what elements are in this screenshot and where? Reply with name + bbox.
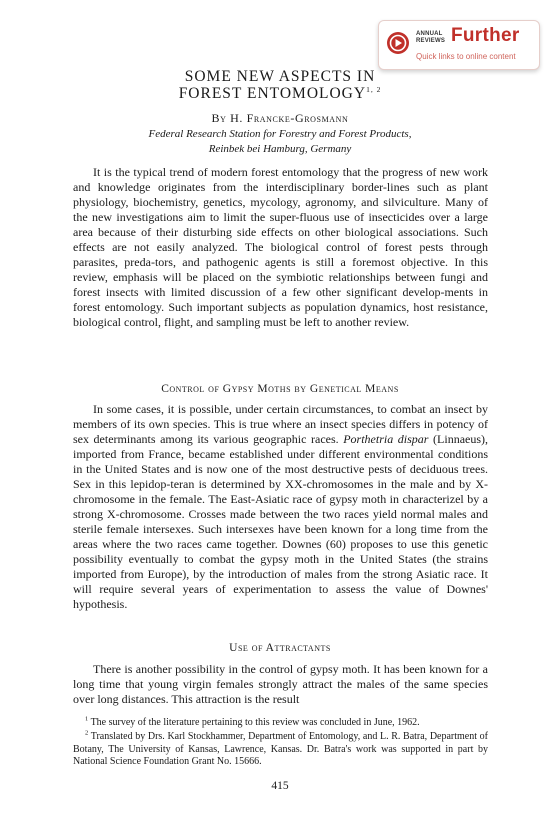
article-title-line-1: SOME NEW ASPECTS IN bbox=[184, 68, 376, 85]
species-name: Porthetria dispar bbox=[343, 432, 429, 446]
affiliation-line-2: Reinbek bei Hamburg, Germany bbox=[208, 143, 352, 155]
badge-publisher-name: ANNUAL REVIEWS bbox=[416, 31, 446, 44]
intro-paragraph: It is the typical trend of modern forest entomology that the progress of new work and knowledge originates from the interdisciplinary border-lines such as plant physiology, biochemistry, genetics, mycology, agronomy, and silviculture. Many of the new investigations aim to limit the super-fluous use of insecticides over a large area because of their disturbing side effects on other biological associations. Such effects are not easily analyzed. The biological control of forest pests through parasites, preda-tors, and pathogenic agents is still a foremost objective. In this review, emphasis will be placed on the symbiotic relationships between fungi and forest insects with limited discussion of a few other significant develop-ments in forest entomology. Such important subjects as population dynamics, host resistance, biological control, flight, and sampling must be left to another review. bbox=[73, 165, 488, 329]
section-gypsy-moths-paragraph: In some cases, it is possible, under certain circumstances, to combat an insect by members of its own species. This is true where an insect species differs in potency of sex determinants among its various geographic races. Porthetria dispar (Linnaeus), imported from France, became established under different environmental conditions in the United States and is now one of the most destructive pests of deciduous trees. Sex in this lepidop-teran is determined by XX-chromosomes in the male and by X-chromosome in the female. The East-Asiatic race of gypsy moth in characterizel by a strong X-chromosome. Crosses made between the two races yield normal males and sterile female intersexes. Such intersexes have been known for a long time from the areas where the two races came together. Downes (60) proposes to use this genetic possibility eventually to combat the gypsy moth in the United States (the strains imported from Europe), by the introduction of males from the strong Asiatic race. It will require several years of experimentation to assess the value of Downes' hypothesis. bbox=[73, 402, 489, 611]
section-heading-attractants: Use of Attractants bbox=[229, 642, 331, 654]
title-footnote-marks: 1, 2 bbox=[366, 84, 382, 94]
affiliation-line-1: Federal Research Station for Forestry and Forest Products, bbox=[148, 128, 412, 140]
further-badge[interactable] bbox=[378, 20, 540, 70]
section-attractants-paragraph: There is another possibility in the control of gypsy moth. It has been known for a long time that young virgin females strongly attract the males of the same species over long distances. This attraction is the result bbox=[73, 662, 488, 706]
footnote-1: $^1$ The survey of the literature pertaining to this review was concluded in June, 1962. bbox=[85, 715, 420, 728]
badge-subtitle: Quick links to online content bbox=[416, 52, 516, 61]
page-number: 415 bbox=[271, 780, 289, 792]
article-title-line-2: FOREST ENTOMOLOGY$^{1, 2}$ bbox=[178, 84, 382, 102]
annual-reviews-logo-icon bbox=[386, 31, 410, 55]
badge-further-label: Further bbox=[451, 25, 520, 46]
article-author: By H. Francke-Grosmann bbox=[211, 111, 349, 125]
section-heading-gypsy-moths: Control of Gypsy Moths by Genetical Means bbox=[161, 383, 399, 395]
footnote-2: $^2$ Translated by Drs. Karl Stockhammer, Department of Entomology, and L. R. Batra, Department of Botany, The University of Kansas, Lawrence, Kansas. Dr. Batra's work was supported in part by National Science Foundation Grant No. 15666. bbox=[73, 729, 488, 767]
